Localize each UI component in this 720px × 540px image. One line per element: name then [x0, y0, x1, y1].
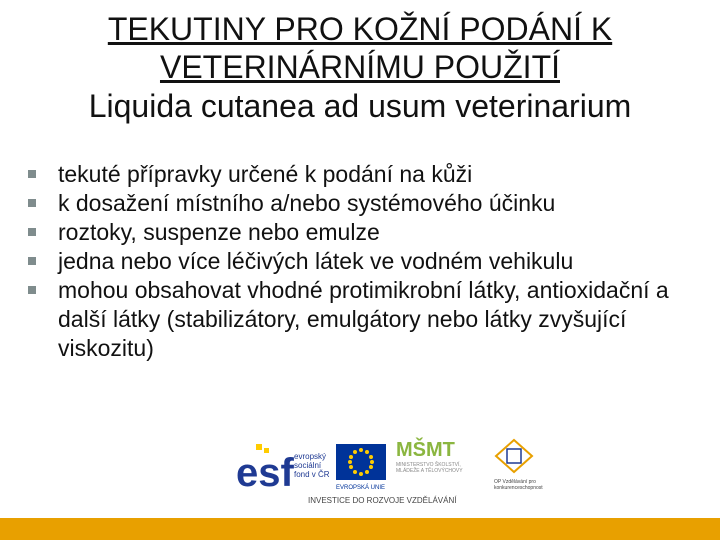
bullet-text: jedna nebo více léčivých látek ve vodném vehikulu [58, 248, 574, 274]
esf-text: evropský sociální fond v ČR [294, 452, 330, 479]
eu-flag-icon [336, 444, 386, 480]
bullet-item [26, 247, 706, 276]
tagline: INVESTICE DO ROZVOJE VZDĚLÁVÁNÍ [308, 496, 457, 505]
slide-title-line-2: VETERINÁRNÍMU POUŽITÍ [159, 49, 560, 85]
bullet-item [26, 189, 706, 218]
bullet-square-icon [28, 228, 36, 236]
bottom-accent-bar [0, 518, 720, 540]
bullet-item [26, 276, 706, 363]
op-logo-icon [494, 438, 534, 474]
msmt-logo [396, 438, 476, 490]
bullet-list [26, 160, 706, 363]
bullet-square-icon [28, 286, 36, 294]
bullet-square-icon [28, 170, 36, 178]
svg-text:esf: esf [236, 451, 294, 490]
bullet-item [26, 160, 706, 189]
eu-logo [336, 444, 386, 492]
bullet-square-icon [28, 199, 36, 207]
slide-subtitle: Liquida cutanea ad usum veterinarium [88, 88, 632, 124]
bullet-square-icon [28, 257, 36, 265]
ministry-text: MINISTERSTVO ŠKOLSTVÍ, MLÁDEŽE A TĚLOVÝCHOVY [396, 462, 463, 474]
op-text: OP Vzdělávání pro konkurenceschopnost [494, 479, 543, 491]
bullet-text: k dosažení místního a/nebo systémového účinku [58, 190, 556, 216]
esf-logo [236, 442, 330, 490]
funding-logos [236, 436, 556, 506]
op-logo [494, 438, 556, 490]
slide-title-line-1: TEKUTINY PRO KOŽNÍ PODÁNÍ K [107, 11, 613, 47]
msmt-mark: MŠMT [396, 439, 455, 461]
bullet-text: roztoky, suspenze nebo emulze [58, 219, 380, 245]
eu-text: EVROPSKÁ UNIE [336, 485, 386, 491]
bullet-item [26, 218, 706, 247]
bullet-text: tekuté přípravky určené k podání na kůži [58, 161, 473, 187]
slide-title-block [20, 10, 700, 126]
bullet-text: mohou obsahovat vhodné protimikrobní látky, antioxidační a další látky (stabilizátory, emulgátory nebo látky zvyšující viskozitu) [58, 277, 669, 361]
